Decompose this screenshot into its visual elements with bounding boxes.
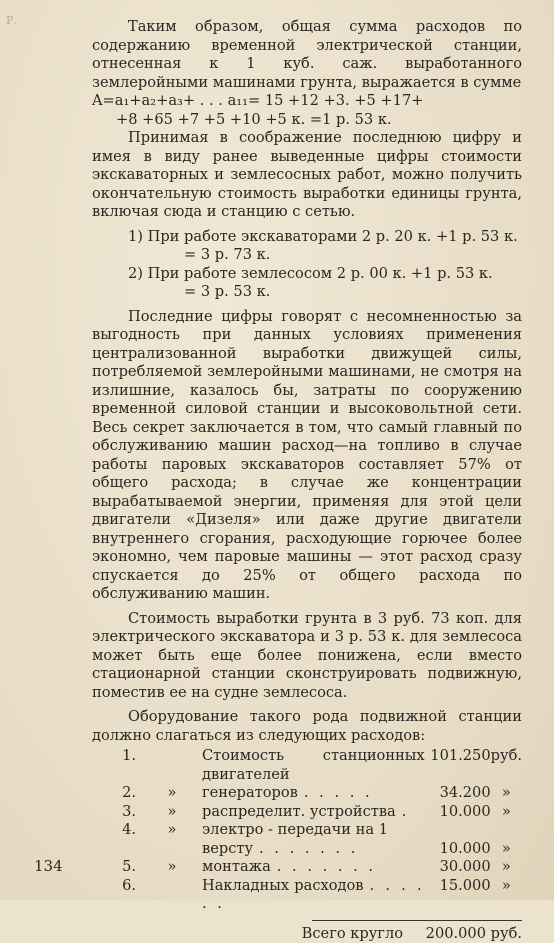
expense-label (202, 858, 425, 877)
paragraph-5: Оборудование такого рода подвижной станции должно слагаться из следующих расходов: (92, 708, 522, 745)
case-2-line-2: = 3 р. 53 к. (128, 283, 522, 302)
expense-label (202, 747, 425, 784)
expense-ditto: » (142, 803, 202, 822)
table-row (92, 858, 522, 877)
margin-mark: Р. (6, 14, 17, 27)
leader-dots: . . . . . . . (259, 840, 358, 857)
total-value: 200.000 руб. (426, 925, 522, 943)
expense-value: 15.000 (425, 877, 491, 914)
paragraph-2: Принимая в соображение последнюю цифру и имея в виду ранее выведенные цифры стоимости экскаваторных и землесосных работ, можно получить окончательную стоимость выработки единицы грунта, включая сюда и станцию с сетью. (92, 129, 522, 222)
case-1-line-2: = 3 р. 73 к. (128, 246, 522, 265)
expense-unit: » (491, 877, 522, 914)
expense-unit (491, 821, 522, 840)
expense-number: 2. (92, 784, 142, 803)
formula-line-1: A=a₁+a₂+a₃+ . . . a₁₁= 15 +12 +3. +5 +17+ (92, 92, 522, 111)
expense-number: 1. (92, 747, 142, 784)
case-1 (92, 228, 522, 265)
expense-ditto (142, 840, 202, 859)
table-row (92, 821, 522, 840)
paragraph-4: Стоимость выработки грунта в 3 руб. 73 коп. для электрического экскаватора и 3 р. 53 к. для землесоса может быть еще более понижена, если вместо стационарной станции сконструировать подвижную, поместив ее на судне землесоса. (92, 610, 522, 703)
expense-unit: » (491, 858, 522, 877)
table-row (92, 747, 522, 784)
expense-unit: » (491, 840, 522, 859)
expense-unit: » (491, 784, 522, 803)
expense-label-text: распределит. устройства (202, 803, 396, 820)
case-2-line-1: 2) При работе землесосом 2 р. 00 к. +1 р. 53 к. (128, 265, 493, 282)
expense-label (202, 821, 425, 840)
expense-label (202, 840, 425, 859)
expense-ditto (142, 877, 202, 914)
expense-value: 30.000 (425, 858, 491, 877)
expense-label-text: версту (202, 840, 253, 857)
expense-label (202, 877, 425, 914)
expense-number: 4. (92, 821, 142, 840)
leader-dots: . . . . . . . (277, 858, 376, 875)
expense-ditto: » (142, 784, 202, 803)
expense-value (425, 821, 491, 840)
expense-ditto (142, 747, 202, 784)
expense-label-text: электро - передачи на 1 (202, 821, 388, 838)
expense-ditto: » (142, 858, 202, 877)
expense-value: 101.250 (425, 747, 491, 784)
cases-list (92, 228, 522, 302)
paragraph-1: Таким образом, общая сумма расходов по содержанию временной электрической станции, отнесенная к 1 куб. саж. выработанного землеройными машинами грунта, выражается в сумме (92, 18, 522, 92)
leader-dots: . . . . . (304, 784, 373, 801)
table-row (92, 840, 522, 859)
expense-number: 6. (92, 877, 142, 914)
formula (92, 92, 522, 129)
expense-label-text: Стоимость станционных двигателей (202, 747, 425, 783)
expenses-table (92, 747, 522, 914)
case-1-line-1: 1) При работе экскаваторами 2 р. 20 к. +1 р. 53 к. (128, 228, 518, 245)
expense-value: 34.200 (425, 784, 491, 803)
expense-number: 3. (92, 803, 142, 822)
table-row (92, 803, 522, 822)
expense-label-text: генераторов (202, 784, 298, 801)
total-rule (312, 920, 522, 921)
expense-number (92, 840, 142, 859)
expense-unit: » (491, 803, 522, 822)
expense-label-text: монтажа (202, 858, 271, 875)
table-row (92, 784, 522, 803)
page-number: 134 (34, 857, 63, 875)
expense-label-text: Накладных расходов (202, 877, 364, 894)
total-label: Всего кругло (302, 925, 403, 942)
case-2 (92, 265, 522, 302)
leader-dots: . (402, 803, 410, 820)
expense-value: 10.000 (425, 840, 491, 859)
paragraph-3: Последние цифры говорят с несомненностью за выгодность при данных условиях применения централизованной выработки движущей силы, потребляемой землеройными машинами, не смотря на излишние, казалось бы, затраты по сооружению временной силовой станции и высоковольтной сети. Весь секрет заключается в том, что самый главный по обслуживанию машин расход—на топливо в случае работы паровых экскаваторов составляет 57% от общего расхода; в случае же концентрации вырабатываемой энергии, применяя для этой цели двигатели «Дизеля» или даже другие двигатели внутреннего сгорания, расходующие горючее более экономно, чем паровые машины — этот расход сразу спускается до 25% от общего расхода по обслуживанию машин. (92, 308, 522, 604)
expense-label (202, 784, 425, 803)
expense-label (202, 803, 425, 822)
text-block (92, 18, 522, 943)
expense-unit: руб. (491, 747, 522, 784)
formula-line-2: +8 +65 +7 +5 +10 +5 к. =1 р. 53 к. (92, 111, 522, 130)
table-row (92, 877, 522, 914)
expense-ditto: » (142, 821, 202, 840)
leader-dots: . . . . . . (202, 877, 425, 913)
total-row (92, 925, 522, 943)
expense-number: 5. (92, 858, 142, 877)
expense-value: 10.000 (425, 803, 491, 822)
